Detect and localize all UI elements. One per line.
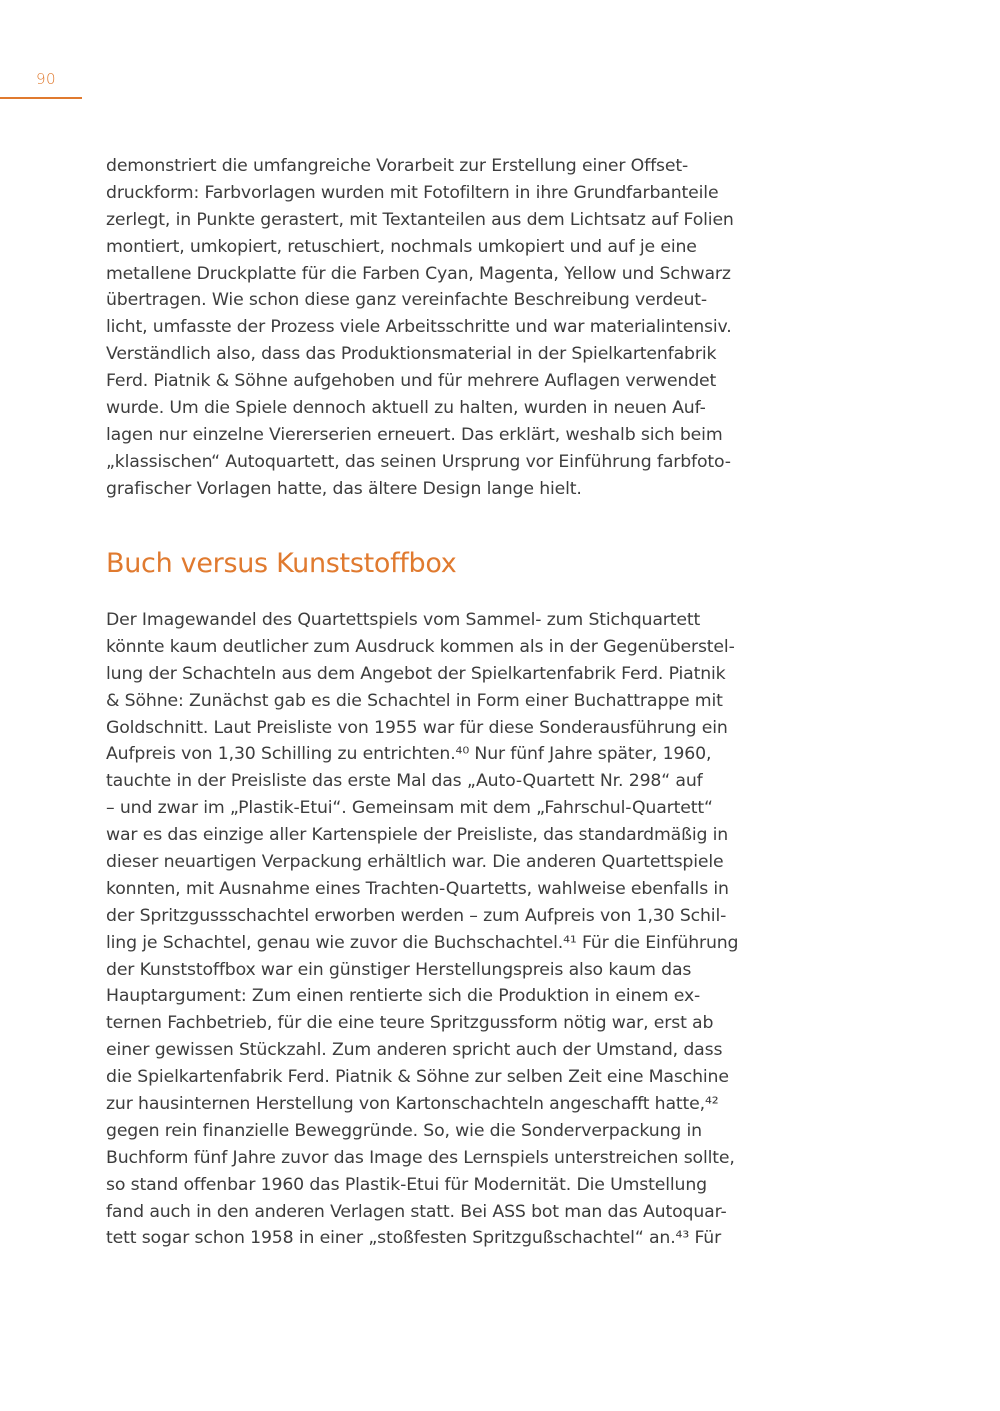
- text-line: zerlegt, in Punkte gerastert, mit Textanteilen aus dem Lichtsatz auf Folien: [106, 209, 734, 230]
- text-line: ling je Schachtel, genau wie zuvor die Buchschachtel.⁴¹ Für die Einführung: [106, 932, 739, 953]
- text-line: die Spielkartenfabrik Ferd. Piatnik & Söhne zur selben Zeit eine Maschine: [106, 1067, 729, 1088]
- text-line: wurde. Um die Spiele dennoch aktuell zu halten, wurden in neuen Auf-: [106, 398, 706, 419]
- text-line: zur hausinternen Herstellung von Kartonschachteln angeschafft hatte,⁴²: [106, 1094, 719, 1115]
- text-line: Aufpreis von 1,30 Schilling zu entrichten.⁴⁰ Nur fünf Jahre später, 1960,: [106, 744, 712, 765]
- text-line: Goldschnitt. Laut Preisliste von 1955 war für diese Sonderausführung ein: [106, 717, 728, 738]
- text-line: „klassischen“ Autoquartett, das seinen Ursprung vor Einführung farbfoto-: [106, 451, 731, 472]
- text-line: ternen Fachbetrieb, für die eine teure Spritzgussform nötig war, erst ab: [106, 1013, 714, 1034]
- text-line: metallene Druckplatte für die Farben Cyan, Magenta, Yellow und Schwarz: [106, 263, 731, 284]
- text-line: Buchform fünf Jahre zuvor das Image des Lernspiels unterstreichen sollte,: [106, 1147, 735, 1168]
- section-heading: Buch versus Kunststoffbox: [106, 548, 457, 579]
- text-line: grafischer Vorlagen hatte, das ältere Design lange hielt.: [106, 478, 582, 499]
- text-line: übertragen. Wie schon diese ganz vereinfachte Beschreibung verdeut-: [106, 290, 708, 311]
- text-line: Ferd. Piatnik & Söhne aufgehoben und für mehrere Auflagen verwendet: [106, 371, 717, 392]
- text-line: Hauptargument: Zum einen rentierte sich die Produktion in einem ex-: [106, 986, 701, 1007]
- text-line: lung der Schachteln aus dem Angebot der Spielkartenfabrik Ferd. Piatnik: [106, 663, 726, 684]
- text-line: der Spritzgussschachtel erworben werden – zum Aufpreis von 1,30 Schil-: [106, 905, 727, 926]
- text-line: Der Imagewandel des Quartettspiels vom Sammel- zum Stichquartett: [106, 610, 701, 630]
- text-line: – und zwar im „Plastik-Etui“. Gemeinsam mit dem „Fahrschul-Quartett“: [106, 798, 713, 819]
- text-line: montiert, umkopiert, retuschiert, nochmals umkopiert und auf je eine: [106, 236, 697, 257]
- text-line: dieser neuartigen Verpackung erhältlich war. Die anderen Quartettspiele: [106, 852, 724, 873]
- text-line: könnte kaum deutlicher zum Ausdruck kommen als in der Gegenüberstel-: [106, 636, 735, 657]
- text-line: fand auch in den anderen Verlagen statt. Bei ASS bot man das Autoquar-: [106, 1201, 727, 1222]
- text-line: der Kunststoffbox war ein günstiger Herstellungspreis also kaum das: [106, 959, 692, 980]
- text-line: tett sogar schon 1958 in einer „stoßfesten Spritzgußschachtel“ an.⁴³ Für: [106, 1228, 722, 1249]
- body-paragraph-1: [106, 153, 766, 503]
- text-line: Verständlich also, dass das Produktionsmaterial in der Spielkartenfabrik: [106, 344, 717, 365]
- text-line: war es das einzige aller Kartenspiele der Preisliste, das standardmäßig in: [106, 825, 729, 846]
- page-number-rule: [0, 97, 82, 99]
- text-line: einer gewissen Stückzahl. Zum anderen spricht auch der Umstand, dass: [106, 1040, 723, 1061]
- text-line: gegen rein finanzielle Beweggründe. So, wie die Sonderverpackung in: [106, 1120, 702, 1141]
- text-line: so stand offenbar 1960 das Plastik-Etui für Modernität. Die Umstellung: [106, 1174, 707, 1195]
- text-line: tauchte in der Preisliste das erste Mal das „Auto-Quartett Nr. 298“ auf: [106, 771, 703, 792]
- text-line: konnten, mit Ausnahme eines Trachten-Quartetts, wahlweise ebenfalls in: [106, 878, 729, 899]
- text-line: demonstriert die umfangreiche Vorarbeit zur Erstellung einer Offset-: [106, 156, 689, 176]
- text-line: lagen nur einzelne Viererserien erneuert. Das erklärt, weshalb sich beim: [106, 424, 723, 445]
- text-line: druckform: Farbvorlagen wurden mit Fotofiltern in ihre Grundfarbanteile: [106, 182, 719, 203]
- text-line: licht, umfasste der Prozess viele Arbeitsschritte und war materialintensiv.: [106, 317, 732, 338]
- body-paragraph-2: [106, 607, 766, 1252]
- text-line: & Söhne: Zunächst gab es die Schachtel in Form einer Buchattrappe mit: [106, 690, 723, 711]
- page-number: 90: [36, 70, 57, 88]
